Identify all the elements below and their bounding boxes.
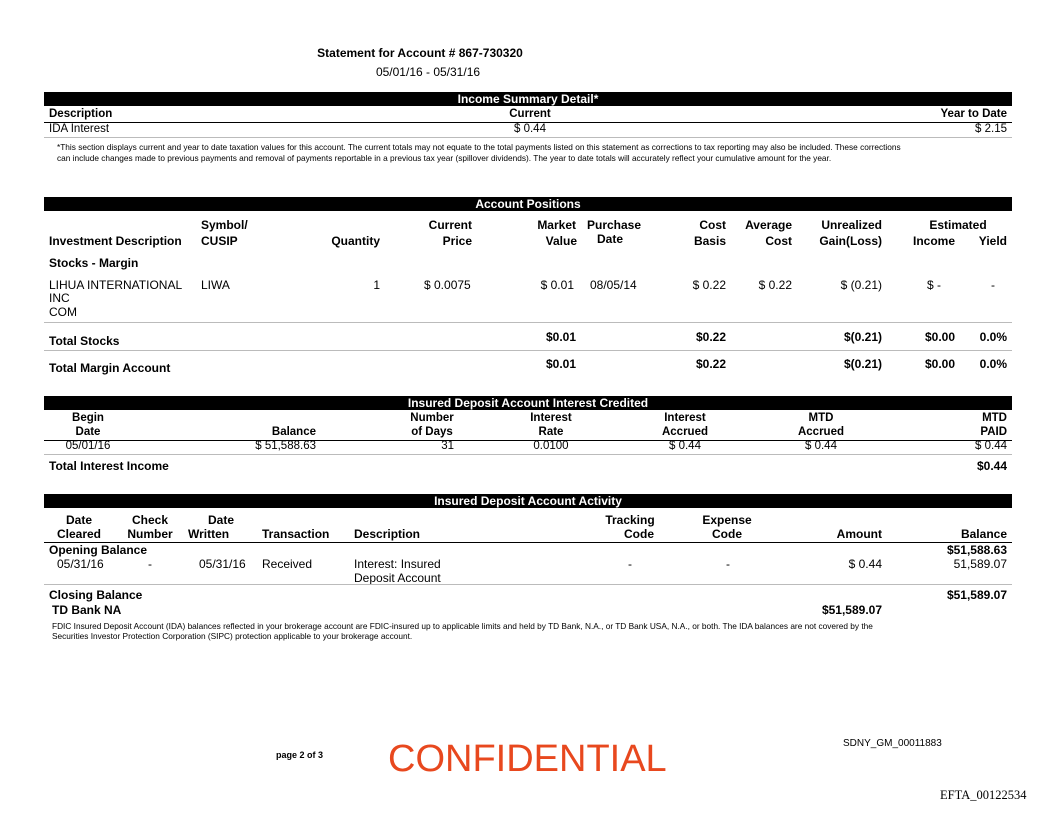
pos-col-current: Current [428, 218, 472, 232]
ida-col-date: Date [75, 426, 101, 438]
pos-row-rule [44, 322, 1012, 323]
act-bank-value: $51,589.07 [821, 603, 882, 617]
act-col-number: Number [127, 527, 173, 541]
pos-col-cost: Cost [699, 218, 726, 232]
ida-col-mtd-paid: MTD [982, 412, 1007, 424]
act-col-tracking: Tracking [605, 513, 655, 527]
act-row-amount: $ 0.44 [848, 557, 882, 571]
income-summary-title: Income Summary Detail* [44, 92, 1012, 106]
act-row-tracking: - [628, 557, 632, 571]
pos-col-gainloss: Gain(Loss) [819, 234, 882, 248]
pos-col-cusip: CUSIP [201, 234, 238, 248]
ida-activity-title: Insured Deposit Account Activity [44, 494, 1012, 508]
act-row-desc-2: Deposit Account [354, 571, 441, 585]
ida-row-balance: $ 51,588.63 [255, 440, 316, 452]
ida-row-accrued: $ 0.44 [669, 440, 701, 452]
ida-col-rate: Rate [538, 426, 564, 438]
act-note-line2: Securities Investor Protection Corporation (SIPC) protection applicable to your brokerage account. [52, 631, 413, 641]
act-header-rule [44, 542, 1012, 543]
pos-row-income: $ - [927, 278, 942, 292]
ida-col-accrued: Accrued [661, 426, 709, 438]
income-col-ytd: Year to Date [940, 108, 1007, 120]
confidential-stamp: CONFIDENTIAL [388, 738, 667, 780]
act-opening-value: $51,588.63 [946, 543, 1007, 557]
pos-row-cost-basis: $ 0.22 [692, 278, 726, 292]
pos-row-symbol: LIWA [201, 278, 230, 292]
efta-number: EFTA_00122534 [940, 788, 1027, 802]
act-row-balance: 51,589.07 [953, 557, 1007, 571]
pos-row-quantity: 1 [373, 278, 380, 292]
ida-row-mtd-accrued: $ 0.44 [805, 440, 837, 452]
income-col-description: Description [49, 108, 113, 120]
pos-col-market: Market [537, 218, 576, 232]
total-margin-cost: $0.22 [695, 357, 726, 371]
act-col-date-written: Date [208, 513, 235, 527]
ida-total-label: Total Interest Income [49, 459, 169, 473]
ida-total-value: $0.44 [976, 459, 1007, 473]
total-margin-market: $0.01 [545, 357, 576, 371]
pos-row-desc-1: LIHUA INTERNATIONAL [49, 278, 183, 292]
statement-period: 05/01/16 - 05/31/16 [375, 65, 481, 79]
pos-row-purchase-date: 08/05/14 [590, 278, 637, 292]
act-row-date-cleared: 05/31/16 [57, 557, 104, 571]
pos-col-date: Date [597, 232, 624, 246]
ida-row-begin-date: 05/01/16 [65, 440, 111, 452]
total-margin-income: $0.00 [924, 357, 955, 371]
pos-section-label: Stocks - Margin [49, 256, 139, 270]
total-stocks-income: $0.00 [924, 330, 955, 344]
total-stocks-yield: 0.0% [979, 330, 1007, 344]
act-note-line1: FDIC Insured Deposit Account (IDA) balances reflected in your brokerage account are FDIC-insured up to applicable limits and held by TD Bank, N.A., or TD Bank USA, N.A., or both. The IDA balances are not covered by the [52, 621, 873, 631]
act-col-expense: Expense [702, 513, 752, 527]
ida-col-interest-accrued: Interest [664, 412, 706, 424]
ida-col-interest-rate: Interest [530, 412, 572, 424]
income-note-line1: *This section displays current and year to date taxation values for this account. The current totals may not equate to the total payments listed on this statement as corrections to tax reporting may also be included. These corrections [57, 142, 901, 152]
pos-col-avgcost: Cost [765, 234, 792, 248]
act-col-amount: Amount [836, 527, 882, 541]
total-margin-label: Total Margin Account [49, 361, 171, 375]
pos-col-yield: Yield [978, 234, 1007, 248]
pos-row-market-value: $ 0.01 [540, 278, 574, 292]
ida-col-mtd-accrued: MTD [808, 412, 834, 424]
pos-row-desc-3: COM [49, 305, 77, 319]
pos-col-basis: Basis [693, 234, 726, 248]
pos-col-price: Price [442, 234, 472, 248]
act-closing-value: $51,589.07 [946, 588, 1007, 602]
pos-row-desc-2: INC [49, 291, 70, 305]
pos-col-purchase: Purchase [587, 218, 642, 232]
pos-col-unrealized: Unrealized [821, 218, 882, 232]
act-closing-label: Closing Balance [49, 588, 143, 602]
act-row-transaction: Received [262, 557, 313, 571]
act-col-transaction: Transaction [262, 527, 330, 541]
total-stocks-label: Total Stocks [49, 334, 120, 348]
ida-col-paid: PAID [980, 426, 1007, 438]
total-stocks-market: $0.01 [545, 330, 576, 344]
act-bank-label: TD Bank NA [52, 603, 122, 617]
ida-col-mtd-accrued-2: Accrued [797, 426, 845, 438]
act-row-date-written: 05/31/16 [199, 557, 246, 571]
act-col-cleared: Cleared [56, 527, 102, 541]
act-col-date-cleared: Date [65, 513, 92, 527]
pos-row-unrealized: $ (0.21) [840, 278, 882, 292]
income-row-ytd: $ 2.15 [975, 123, 1007, 135]
act-col-description: Description [354, 527, 421, 541]
act-row-check: - [148, 557, 152, 571]
page-number: page 2 of 3 [276, 750, 324, 760]
total-stocks-cost: $0.22 [695, 330, 726, 344]
ida-col-balance: Balance [271, 426, 316, 438]
ida-col-days: of Days [411, 426, 453, 438]
pos-col-investment: Investment Description [49, 234, 182, 248]
income-note-line2: can include changes made to previous payments and removal of payments reportable in a previous tax year (spillover dividends). The year to date totals will accurately reflect your cumulative amount for the year. [57, 153, 832, 163]
income-col-current: Current [509, 108, 551, 120]
act-row-desc-1: Interest: Insured [354, 557, 441, 571]
pos-row-avg-cost: $ 0.22 [758, 278, 792, 292]
pos-col-average: Average [745, 218, 792, 232]
pos-col-quantity: Quantity [331, 234, 380, 248]
ida-row-mtd-paid: $ 0.44 [975, 440, 1007, 452]
ida-col-begin: Begin [72, 412, 104, 424]
positions-title: Account Positions [44, 197, 1012, 211]
total-stocks-unrealized: $(0.21) [843, 330, 882, 344]
act-row-rule [44, 584, 1012, 585]
total-stocks-rule [44, 350, 1012, 351]
act-col-check: Check [131, 513, 169, 527]
bates-number: SDNY_GM_00011883 [843, 738, 942, 749]
income-row-current: $ 0.44 [514, 123, 546, 135]
ida-col-number: Number [410, 412, 454, 424]
ida-row-days: 31 [441, 440, 454, 452]
total-margin-unrealized: $(0.21) [843, 357, 882, 371]
pos-col-income: Income [912, 234, 955, 248]
ida-interest-title: Insured Deposit Account Interest Credited [44, 396, 1012, 410]
pos-row-price: $ 0.0075 [424, 278, 471, 292]
act-col-expense-code: Code [712, 527, 742, 541]
act-col-written: Written [188, 527, 230, 541]
pos-col-value: Value [545, 234, 577, 248]
pos-row-yield: - [991, 278, 995, 292]
act-col-tracking-code: Code [624, 527, 654, 541]
ida-row-rule [44, 454, 1012, 455]
pos-col-estimated: Estimated [929, 218, 987, 232]
act-row-expense: - [726, 557, 730, 571]
ida-row-rate: 0.0100 [533, 440, 569, 452]
income-row-rule [44, 137, 1012, 138]
act-col-balance: Balance [960, 527, 1007, 541]
total-margin-yield: 0.0% [979, 357, 1007, 371]
act-opening-label: Opening Balance [49, 543, 148, 557]
pos-col-symbol: Symbol/ [201, 218, 248, 232]
income-row-description: IDA Interest [49, 123, 110, 135]
statement-title: Statement for Account # 867-730320 [317, 46, 523, 60]
